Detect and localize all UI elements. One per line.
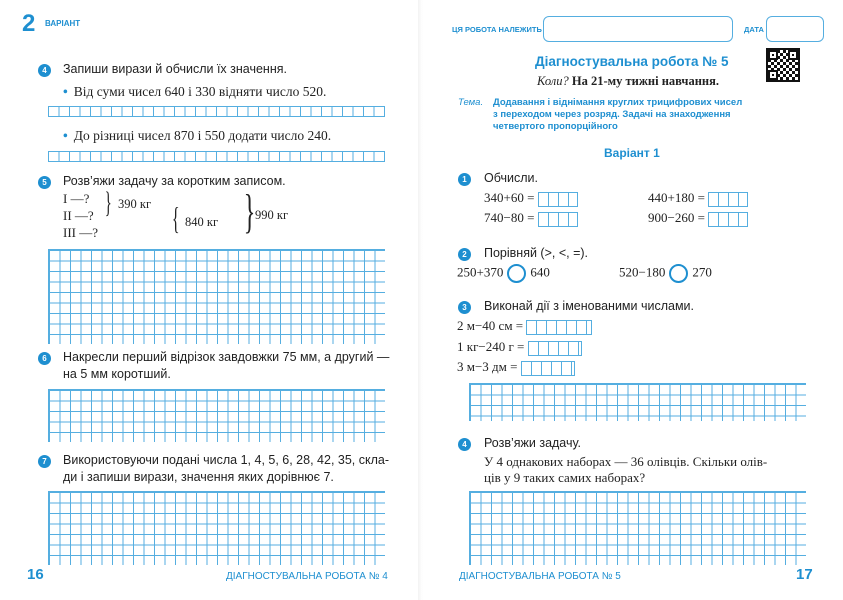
variant-number: 2 (22, 10, 36, 37)
task-4-item-1-text: Від суми чисел 640 і 330 відняти число 520. (73, 84, 327, 99)
when-label: Коли? (537, 74, 569, 88)
named-2-answer[interactable] (528, 341, 582, 356)
topic-line-2: з переходом через розряд. Задачі на знаходження (493, 109, 731, 120)
topic-label: Тема. (458, 97, 484, 108)
calc-1-expr: 340+60 = (484, 190, 535, 205)
answer-strip-2[interactable] (48, 151, 385, 162)
named-3-answer[interactable] (521, 361, 575, 376)
task-7-line-2: ди і запиши вирази, значення яких дорівнює 7. (63, 470, 334, 484)
page-number-right: 17 (796, 566, 813, 583)
task-6-line-2: на 5 мм коротший. (63, 367, 171, 381)
task-7-number: 7 (38, 455, 51, 468)
answer-grid-task-5[interactable] (48, 249, 385, 344)
owner-field[interactable] (543, 16, 733, 42)
task-5-number: 5 (38, 176, 51, 189)
compare-2-left: 520−180 (619, 264, 666, 280)
task-7-line-1: Використовуючи подані числа 1, 4, 5, 6, 28, 42, 35, скла- (63, 453, 390, 467)
calc-3-answer[interactable] (538, 212, 578, 227)
short-record-row-2: II —? (63, 208, 94, 223)
work-title: Діагностувальна робота № 5 (535, 54, 729, 69)
right-page (423, 0, 843, 600)
answer-grid-task-6[interactable] (48, 389, 385, 442)
answer-grid-right-task-4[interactable] (469, 491, 806, 565)
footer-title-right: ДІАГНОСТУВАЛЬНА РОБОТА № 5 (459, 571, 621, 582)
brace-1: } (104, 186, 112, 219)
when-text: На 21-му тижні навчання. (571, 74, 720, 88)
right-task-2-number: 2 (458, 248, 471, 261)
short-record-row-1: I —? (63, 191, 90, 206)
compare-1-right: 640 (530, 264, 550, 280)
topic-line-1: Додавання і віднімання круглих трицифрових чисел (493, 97, 743, 108)
variant-label: ВАРІАНТ (45, 19, 81, 28)
compare-1-left: 250+370 (457, 264, 504, 280)
topic-line-3: четвертого пропорційного (493, 121, 618, 132)
named-1-expr: 2 м−40 см = (457, 318, 524, 333)
task-4-title: Запиши вирази й обчисли їх значення. (63, 62, 287, 76)
calc-2-answer[interactable] (708, 192, 748, 207)
named-1-answer[interactable] (526, 320, 592, 335)
right-task-4-title: Розв’яжи задачу. (484, 436, 581, 450)
compare-2 (619, 264, 712, 283)
left-page (0, 0, 420, 600)
page-number-left: 16 (27, 566, 44, 583)
when-line (537, 74, 719, 89)
brace-2-value: 840 кг (185, 215, 219, 229)
brace-3: } (243, 185, 256, 238)
named-2-expr: 1 кг−240 г = (457, 339, 525, 354)
calc-1-answer[interactable] (538, 192, 578, 207)
brace-2-left: { (171, 200, 180, 236)
task-6-number: 6 (38, 352, 51, 365)
right-task-1-number: 1 (458, 173, 471, 186)
variant-title: Варіант 1 (604, 146, 660, 160)
calc-3 (484, 210, 578, 227)
task-4-item-2: • До різниці чисел 870 і 550 додати число 240. (63, 128, 332, 143)
task-4-number: 4 (38, 64, 51, 77)
calc-4-answer[interactable] (708, 212, 748, 227)
answer-strip-1[interactable] (48, 106, 385, 117)
task-4-item-2-text: До різниці чисел 870 і 550 додати число 240. (73, 128, 332, 143)
compare-1 (457, 264, 550, 283)
calc-1 (484, 190, 578, 207)
compare-2-circle[interactable] (669, 264, 688, 283)
right-task-3-title: Виконай дії з іменованими числами. (484, 299, 695, 313)
brace-3-value: 990 кг (255, 208, 289, 222)
calc-4-expr: 900−260 = (648, 210, 705, 225)
right-task-4-line-2: ців у 9 таких самих наборах? (484, 470, 646, 485)
calc-4 (648, 210, 748, 227)
compare-1-circle[interactable] (507, 264, 526, 283)
answer-grid-right-task-3[interactable] (469, 383, 806, 421)
named-1 (457, 318, 592, 335)
right-task-4-number: 4 (458, 438, 471, 451)
right-task-2-title: Порівняй (>, <, =). (484, 246, 589, 260)
task-5-title: Розв’яжи задачу за коротким записом. (63, 174, 286, 188)
calc-2-expr: 440+180 = (648, 190, 705, 205)
compare-2-right: 270 (692, 264, 712, 280)
date-field[interactable] (766, 16, 824, 42)
date-label: ДАТА (744, 25, 764, 34)
task-6-line-1: Накресли перший відрізок завдовжки 75 мм, а другий — (63, 350, 390, 364)
footer-title-left: ДІАГНОСТУВАЛЬНА РОБОТА № 4 (226, 571, 388, 582)
right-task-4-line-1: У 4 однакових наборах — 36 олівців. Скільки олів- (484, 454, 768, 469)
right-task-1-title: Обчисли. (484, 171, 538, 185)
named-2 (457, 339, 582, 356)
short-record-row-3: III —? (63, 225, 99, 240)
answer-grid-task-7[interactable] (48, 491, 385, 565)
named-3 (457, 359, 575, 376)
brace-1-value: 390 кг (118, 197, 152, 211)
topic-text (493, 97, 742, 133)
right-task-3-number: 3 (458, 301, 471, 314)
task-4-item-1: • Від суми чисел 640 і 330 відняти число 520. (63, 84, 327, 99)
owner-label: ЦЯ РОБОТА НАЛЕЖИТЬ (452, 25, 542, 34)
named-3-expr: 3 м−3 дм = (457, 359, 518, 374)
calc-2 (648, 190, 748, 207)
calc-3-expr: 740−80 = (484, 210, 535, 225)
qr-code-icon[interactable] (766, 48, 800, 82)
